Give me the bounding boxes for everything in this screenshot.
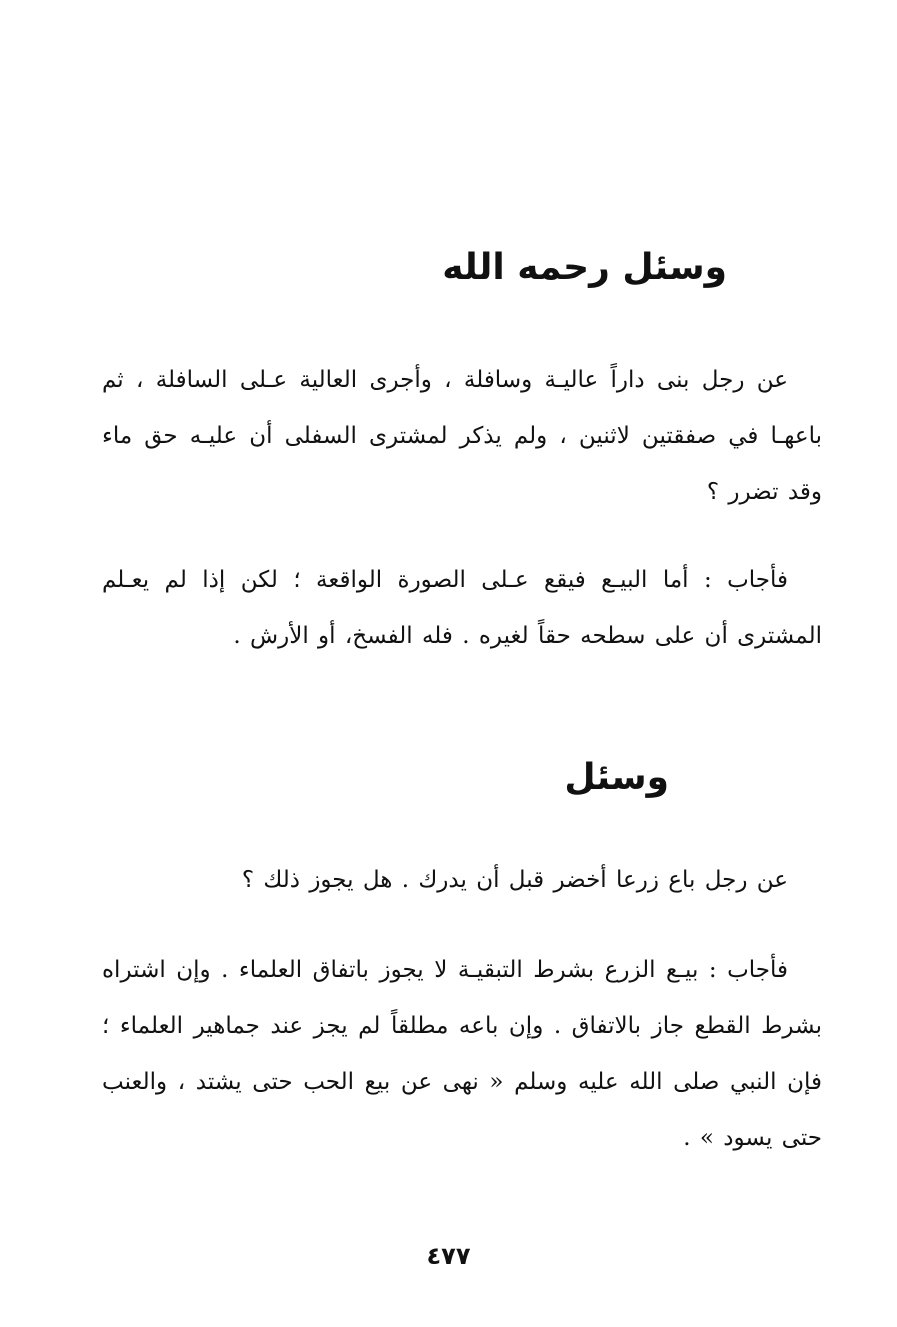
- question-text-1: عن رجل بنى داراً عاليـة وسافلة ، وأجرى العالية عـلى السافلة ، ثم باعهـا في صفقتين لاثنين ، ولم يذكر لمشترى السفلى أن عليـه حق ماء وقد تضرر ؟: [102, 367, 822, 505]
- question-paragraph-1: [102, 352, 822, 520]
- page-number: ٤٧٧: [426, 1242, 471, 1270]
- answer-text-2: فأجاب : بيـع الزرع بشرط التبقيـة لا يجوز باتفاق العلماء . وإن اشتراه بشرط القطع جاز بالاتفاق . وإن باعه مطلقاً لم يجز عند جماهير العلماء ؛ فإن النبي صلى الله عليه وسلم « نهى عن بيع الحب حتى يشتد ، والعنب حتى يسود » .: [102, 957, 822, 1151]
- question-text-2: عن رجل باع زرعا أخضر قبل أن يدرك . هل يجوز ذلك ؟: [241, 867, 788, 893]
- answer-paragraph-2: [102, 942, 822, 1166]
- answer-paragraph-1: [102, 552, 822, 664]
- section-heading-1: وسئل رحمه الله: [442, 247, 727, 288]
- question-paragraph-2: [102, 852, 822, 908]
- section-heading-2: وسئل: [564, 757, 669, 798]
- answer-text-1: فأجاب : أما البيـع فيقع عـلى الصورة الواقعة ؛ لكن إذا لم يعـلم المشترى أن على سطحه حقاً لغيره . فله الفسخ، أو الأرش .: [102, 567, 822, 649]
